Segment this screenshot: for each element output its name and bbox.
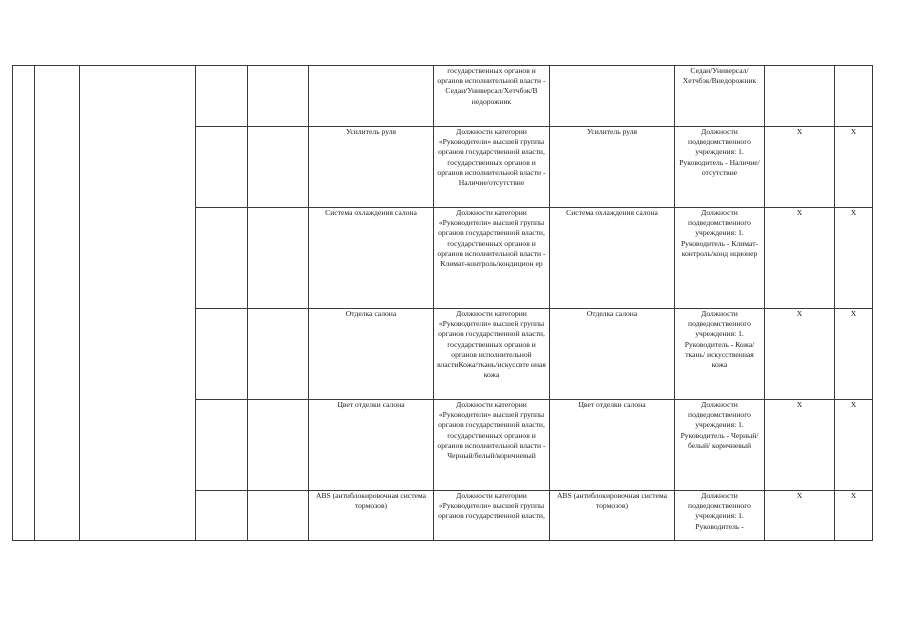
mark-cell: X	[835, 491, 873, 541]
mark-cell: X	[835, 127, 873, 208]
requirement-cell-2: Должности подведомственного учреждения: 1. Руководитель -	[675, 491, 765, 541]
requirement-cell-2: Должности подведомственного учреждения: 1. Руководитель - Кожа/ткань/ искусственная кожа	[675, 309, 765, 400]
blank-cell	[248, 309, 309, 400]
blank-cell	[196, 208, 248, 309]
requirement-cell-2: Должности подведомственного учреждения: 1. Руководитель - Черный/белый/ коричневый	[675, 400, 765, 491]
characteristic-cell: Цвет отделки салона	[309, 400, 434, 491]
requirement-cell-2: Должности подведомственного учреждения: 1. Руководитель - Климат-контроль/конд иционер	[675, 208, 765, 309]
requirement-cell: Должности категории «Руководители» высшей группы органов государственной власти, государственных органов и органов исполнительной властиКожа/ткань/искуссвте нная кожа	[434, 309, 550, 400]
merged-cell-index	[13, 66, 35, 541]
blank-cell	[248, 491, 309, 541]
characteristic-cell: ABS (антиблокировочная система тормозов)	[309, 491, 434, 541]
requirement-cell: Должности категории «Руководители» высшей группы органов государственной власти,	[434, 491, 550, 541]
blank-cell	[248, 127, 309, 208]
requirement-cell: Должности категории «Руководители» высшей группы органов государственной власти, государственных органов и органов исполнительной власти - Климат-контроль/кондицион ер	[434, 208, 550, 309]
mark-cell: X	[835, 400, 873, 491]
blank-cell	[196, 309, 248, 400]
mark-cell: X	[835, 208, 873, 309]
requirement-cell: Должности категории «Руководители» высшей группы органов государственной власти, государственных органов и органов исполнительной власти - Наличие/отсутствие	[434, 127, 550, 208]
mark-cell: X	[765, 208, 835, 309]
blank-cell	[248, 66, 309, 127]
mark-cell	[835, 66, 873, 127]
blank-cell	[248, 208, 309, 309]
characteristic-cell: Отделка салона	[309, 309, 434, 400]
characteristic-cell-2: Цвет отделки салона	[550, 400, 675, 491]
blank-cell	[248, 400, 309, 491]
mark-cell	[765, 66, 835, 127]
mark-cell: X	[835, 309, 873, 400]
characteristic-cell-2: Усилитель руля	[550, 127, 675, 208]
characteristic-cell: Усилитель руля	[309, 127, 434, 208]
mark-cell: X	[765, 309, 835, 400]
characteristic-cell: Система охлаждения салона	[309, 208, 434, 309]
mark-cell: X	[765, 491, 835, 541]
characteristic-cell	[309, 66, 434, 127]
characteristic-cell-2: ABS (антиблокировочная система тормозов)	[550, 491, 675, 541]
table-row	[13, 66, 873, 127]
characteristic-cell-2: Система охлаждения салона	[550, 208, 675, 309]
merged-cell-code	[35, 66, 80, 541]
requirement-cell-2: Должности подведомственного учреждения: 1. Руководитель - Наличие/отсутствие	[675, 127, 765, 208]
blank-cell	[196, 400, 248, 491]
mark-cell: X	[765, 400, 835, 491]
characteristic-cell-2: Отделка салона	[550, 309, 675, 400]
blank-cell	[196, 127, 248, 208]
mark-cell: X	[765, 127, 835, 208]
merged-cell-name	[80, 66, 196, 541]
requirements-table	[12, 65, 873, 541]
requirement-cell-2: Седан/Универсал/ Хетчбэк/Внедорожник	[675, 66, 765, 127]
requirement-cell: Должности категории «Руководители» высшей группы органов государственной власти, государственных органов и органов исполнительной власти - Черный/белый/коричневый	[434, 400, 550, 491]
requirement-cell: государственных органов и органов исполнительной власти - Седан/Универсал/Хетчбэк/В недорожник	[434, 66, 550, 127]
blank-cell	[196, 491, 248, 541]
characteristic-cell-2	[550, 66, 675, 127]
blank-cell	[196, 66, 248, 127]
